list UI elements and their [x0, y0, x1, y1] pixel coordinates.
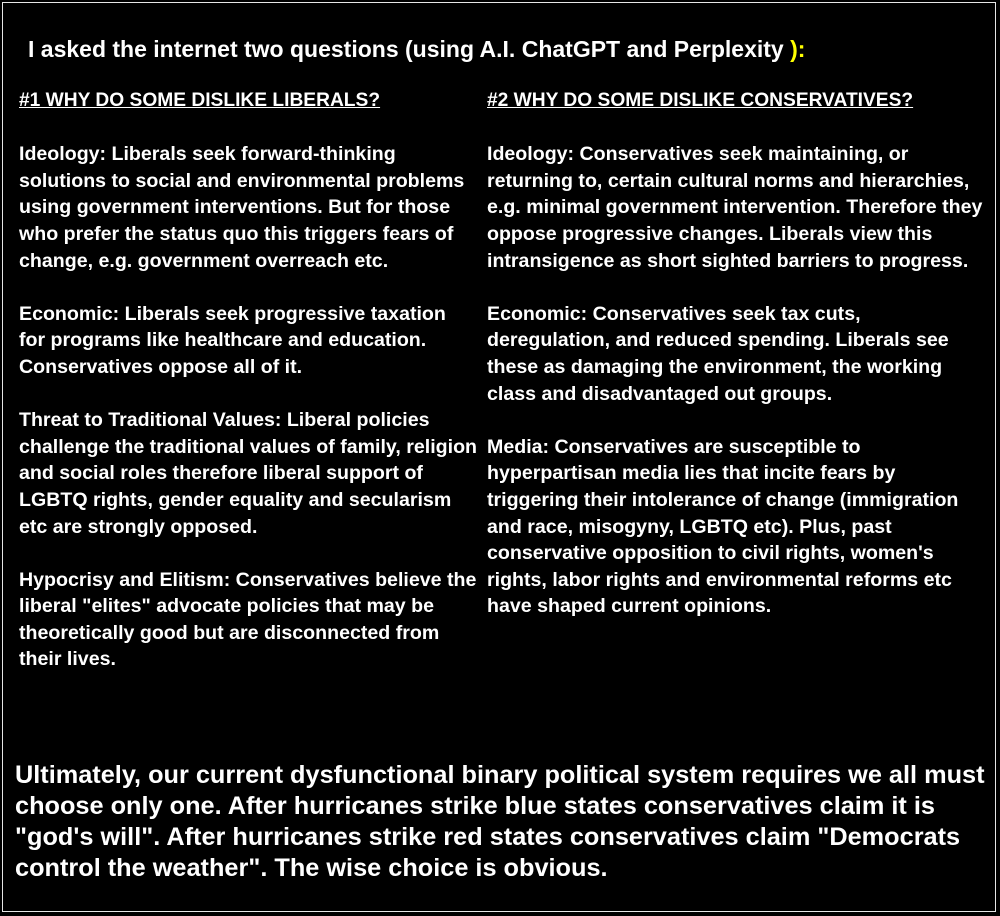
left-paragraph-traditional-values: Threat to Traditional Values: Liberal policies challenge the traditional values of family, religion and social roles therefore liberal support of LGBTQ rights, gender equality and secularism etc are strongly opposed. [19, 409, 478, 538]
right-column-heading: #2 WHY DO SOME DISLIKE CONSERVATIVES? [487, 90, 914, 111]
left-paragraph-hypocrisy-elitism: Hypocrisy and Elitism: Conservatives believe the liberal "elites" advocate policies that may be theoretically good but are disconnected from their lives. [19, 568, 477, 671]
right-paragraph-media: Media: Conservatives are susceptible to hyperpartisan media lies that incite fears by triggering their intolerance of change (immigration and race, misogyny, LGBTQ etc). Plus, past conservative opposition to civil rights, women's rights, labor rights and environmental reforms etc have shaped current opinions. [487, 435, 959, 618]
conclusion-text: Ultimately, our current dysfunctional binary political system requires we all must choose only one. After hurricanes strike blue states conservatives claim it is "god's will". After hurricanes strike red states conservatives claim "Democrats control the weather". The wise choice is obvious. [15, 761, 985, 882]
right-paragraph-economic: Economic: Conservatives seek tax cuts, deregulation, and reduced spending. Liberals see these as damaging the environment, the working class and disadvantaged out groups. [487, 302, 949, 405]
page-title-accent: ): [790, 36, 806, 62]
left-column-heading: #1 WHY DO SOME DISLIKE LIBERALS? [19, 90, 381, 111]
left-column [19, 88, 477, 700]
right-column [487, 88, 987, 646]
left-paragraph-ideology: Ideology: Liberals seek forward-thinking solutions to social and environmental problems using government interventions. But for those who prefer the status quo this triggers fears of change, e.g. government overreach etc. [19, 143, 465, 272]
page-title-text: I asked the internet two questions (using A.I. ChatGPT and Perplexity [28, 36, 784, 62]
left-paragraph-economic: Economic: Liberals seek progressive taxation for programs like healthcare and education. Conservatives oppose all of it. [19, 302, 446, 378]
page-title [28, 35, 805, 63]
right-paragraph-ideology: Ideology: Conservatives seek maintaining, or returning to, certain cultural norms and hierarchies, e.g. minimal government intervention. Therefore they oppose progressive changes. Liberals view this intransigence as short sighted barriers to progress. [487, 143, 983, 272]
